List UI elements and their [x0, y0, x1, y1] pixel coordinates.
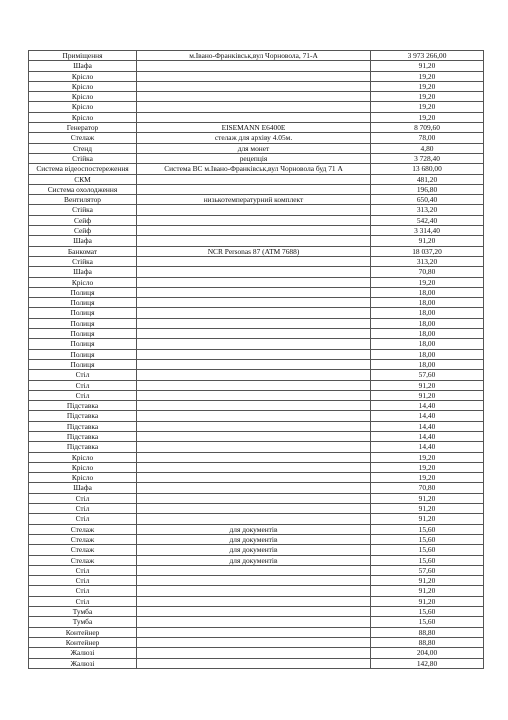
- item-value-cell: 13 680,00: [371, 164, 484, 174]
- item-name-cell: Сейф: [29, 215, 137, 225]
- item-value-cell: 78,00: [371, 133, 484, 143]
- item-value-cell: 19,20: [371, 277, 484, 287]
- item-description-cell: [137, 102, 371, 112]
- item-name-cell: Система охолодження: [29, 184, 137, 194]
- item-name-cell: Тумба: [29, 617, 137, 627]
- item-value-cell: 196,80: [371, 184, 484, 194]
- table-row: [29, 627, 484, 637]
- item-description-cell: [137, 390, 371, 400]
- item-description-cell: [137, 205, 371, 215]
- item-description-cell: [137, 493, 371, 503]
- item-name-cell: Генератор: [29, 123, 137, 133]
- item-value-cell: 91,20: [371, 576, 484, 586]
- item-value-cell: 19,20: [371, 81, 484, 91]
- item-value-cell: 8 709,60: [371, 123, 484, 133]
- item-name-cell: Приміщення: [29, 51, 137, 61]
- item-description-cell: [137, 401, 371, 411]
- item-description-cell: для документів: [137, 545, 371, 555]
- item-value-cell: 18 037,20: [371, 246, 484, 256]
- item-description-cell: [137, 81, 371, 91]
- item-value-cell: 18,00: [371, 359, 484, 369]
- item-value-cell: 15,60: [371, 617, 484, 627]
- item-name-cell: Стіл: [29, 596, 137, 606]
- item-value-cell: 15,60: [371, 524, 484, 534]
- item-value-cell: 313,20: [371, 205, 484, 215]
- item-description-cell: [137, 339, 371, 349]
- item-value-cell: 91,20: [371, 586, 484, 596]
- item-description-cell: [137, 648, 371, 658]
- table-row: [29, 637, 484, 647]
- item-description-cell: для монет: [137, 143, 371, 153]
- item-description-cell: [137, 607, 371, 617]
- item-value-cell: 4,80: [371, 143, 484, 153]
- table-row: [29, 452, 484, 462]
- item-description-cell: рецепція: [137, 153, 371, 163]
- item-value-cell: 204,00: [371, 648, 484, 658]
- item-name-cell: Підставка: [29, 401, 137, 411]
- item-value-cell: 142,80: [371, 658, 484, 668]
- item-name-cell: Крісло: [29, 81, 137, 91]
- item-name-cell: Шафа: [29, 236, 137, 246]
- table-row: [29, 195, 484, 205]
- item-name-cell: Полиця: [29, 298, 137, 308]
- item-description-cell: [137, 308, 371, 318]
- item-value-cell: 19,20: [371, 92, 484, 102]
- table-row: [29, 51, 484, 61]
- item-description-cell: [137, 184, 371, 194]
- item-description-cell: [137, 61, 371, 71]
- item-value-cell: 14,40: [371, 431, 484, 441]
- table-row: [29, 483, 484, 493]
- item-description-cell: [137, 658, 371, 668]
- item-value-cell: 91,20: [371, 236, 484, 246]
- item-description-cell: [137, 215, 371, 225]
- table-row: [29, 205, 484, 215]
- item-name-cell: Стелаж: [29, 133, 137, 143]
- item-value-cell: 481,20: [371, 174, 484, 184]
- table-row: [29, 143, 484, 153]
- table-row: [29, 514, 484, 524]
- item-description-cell: [137, 514, 371, 524]
- item-value-cell: 18,00: [371, 349, 484, 359]
- item-name-cell: Підставка: [29, 431, 137, 441]
- item-value-cell: 3 314,40: [371, 226, 484, 236]
- table-row: [29, 565, 484, 575]
- item-name-cell: Полиця: [29, 349, 137, 359]
- table-row: [29, 545, 484, 555]
- table-row: [29, 277, 484, 287]
- item-description-cell: [137, 329, 371, 339]
- table-row: [29, 493, 484, 503]
- item-value-cell: 313,20: [371, 256, 484, 266]
- item-name-cell: Стіл: [29, 576, 137, 586]
- item-description-cell: [137, 287, 371, 297]
- table-row: [29, 359, 484, 369]
- item-value-cell: 88,80: [371, 627, 484, 637]
- table-row: [29, 390, 484, 400]
- table-row: [29, 215, 484, 225]
- table-row: [29, 504, 484, 514]
- item-value-cell: 19,20: [371, 102, 484, 112]
- item-value-cell: 3 728,40: [371, 153, 484, 163]
- item-description-cell: [137, 576, 371, 586]
- item-description-cell: [137, 483, 371, 493]
- item-value-cell: 91,20: [371, 596, 484, 606]
- item-description-cell: [137, 298, 371, 308]
- item-name-cell: Полиця: [29, 329, 137, 339]
- table-row: [29, 462, 484, 472]
- item-name-cell: Жалюзі: [29, 648, 137, 658]
- item-value-cell: 19,20: [371, 462, 484, 472]
- table-row: [29, 184, 484, 194]
- table-row: [29, 648, 484, 658]
- table-row: [29, 586, 484, 596]
- item-name-cell: Стійка: [29, 256, 137, 266]
- table-row: [29, 267, 484, 277]
- item-value-cell: 542,40: [371, 215, 484, 225]
- item-name-cell: Контейнер: [29, 627, 137, 637]
- item-name-cell: Стелаж: [29, 555, 137, 565]
- item-description-cell: [137, 236, 371, 246]
- item-description-cell: м.Івано-Франківськ,вул Чорновола, 71-А: [137, 51, 371, 61]
- item-name-cell: Підставка: [29, 411, 137, 421]
- table-row: [29, 92, 484, 102]
- item-value-cell: 3 973 266,00: [371, 51, 484, 61]
- item-name-cell: Стійка: [29, 205, 137, 215]
- item-value-cell: 18,00: [371, 298, 484, 308]
- item-name-cell: Підставка: [29, 421, 137, 431]
- item-description-cell: [137, 226, 371, 236]
- item-name-cell: Крісло: [29, 473, 137, 483]
- item-name-cell: Крісло: [29, 92, 137, 102]
- item-value-cell: 18,00: [371, 308, 484, 318]
- item-name-cell: Стелаж: [29, 545, 137, 555]
- item-description-cell: для документів: [137, 524, 371, 534]
- item-value-cell: 18,00: [371, 329, 484, 339]
- table-row: [29, 380, 484, 390]
- item-description-cell: [137, 586, 371, 596]
- item-value-cell: 88,80: [371, 637, 484, 647]
- item-value-cell: 91,20: [371, 61, 484, 71]
- table-row: [29, 174, 484, 184]
- table-row: [29, 318, 484, 328]
- item-name-cell: СКМ: [29, 174, 137, 184]
- item-name-cell: Стіл: [29, 370, 137, 380]
- item-value-cell: 57,60: [371, 370, 484, 380]
- item-value-cell: 14,40: [371, 401, 484, 411]
- item-description-cell: [137, 71, 371, 81]
- table-row: [29, 61, 484, 71]
- item-name-cell: Сейф: [29, 226, 137, 236]
- item-value-cell: 19,20: [371, 452, 484, 462]
- item-value-cell: 19,20: [371, 473, 484, 483]
- item-name-cell: Тумба: [29, 607, 137, 617]
- table-row: [29, 71, 484, 81]
- item-name-cell: Крісло: [29, 277, 137, 287]
- item-description-cell: стелаж для архіву 4.05м.: [137, 133, 371, 143]
- item-value-cell: 14,40: [371, 411, 484, 421]
- table-row: [29, 339, 484, 349]
- table-row: [29, 576, 484, 586]
- item-description-cell: [137, 473, 371, 483]
- item-value-cell: 15,60: [371, 534, 484, 544]
- table-row: [29, 133, 484, 143]
- item-description-cell: [137, 596, 371, 606]
- table-row: [29, 431, 484, 441]
- item-description-cell: [137, 411, 371, 421]
- inventory-table: [28, 50, 484, 669]
- item-value-cell: 18,00: [371, 339, 484, 349]
- item-name-cell: Стіл: [29, 565, 137, 575]
- item-description-cell: для документів: [137, 555, 371, 565]
- item-name-cell: Стіл: [29, 493, 137, 503]
- item-value-cell: 70,80: [371, 483, 484, 493]
- item-name-cell: Банкомат: [29, 246, 137, 256]
- item-value-cell: 91,20: [371, 390, 484, 400]
- item-name-cell: Полиця: [29, 287, 137, 297]
- item-name-cell: Стіл: [29, 504, 137, 514]
- item-value-cell: 18,00: [371, 287, 484, 297]
- item-description-cell: [137, 431, 371, 441]
- item-value-cell: 91,20: [371, 504, 484, 514]
- item-name-cell: Стіл: [29, 586, 137, 596]
- item-description-cell: [137, 421, 371, 431]
- item-description-cell: [137, 442, 371, 452]
- item-name-cell: Контейнер: [29, 637, 137, 647]
- item-name-cell: Крісло: [29, 112, 137, 122]
- table-row: [29, 102, 484, 112]
- item-name-cell: Шафа: [29, 61, 137, 71]
- item-name-cell: Система відеоспостереження: [29, 164, 137, 174]
- item-description-cell: [137, 112, 371, 122]
- item-description-cell: [137, 452, 371, 462]
- item-value-cell: 70,80: [371, 267, 484, 277]
- table-row: [29, 308, 484, 318]
- table-row: [29, 329, 484, 339]
- item-value-cell: 57,60: [371, 565, 484, 575]
- item-value-cell: 91,20: [371, 493, 484, 503]
- table-row: [29, 607, 484, 617]
- item-description-cell: [137, 256, 371, 266]
- item-description-cell: EISEMANN E6400E: [137, 123, 371, 133]
- item-description-cell: [137, 370, 371, 380]
- table-row: [29, 226, 484, 236]
- table-row: [29, 442, 484, 452]
- item-description-cell: [137, 380, 371, 390]
- table-row: [29, 401, 484, 411]
- item-description-cell: низькотемпературний комплект: [137, 195, 371, 205]
- item-value-cell: 91,20: [371, 514, 484, 524]
- item-name-cell: Шафа: [29, 483, 137, 493]
- item-description-cell: [137, 318, 371, 328]
- item-description-cell: для документів: [137, 534, 371, 544]
- item-name-cell: Крісло: [29, 71, 137, 81]
- table-row: [29, 349, 484, 359]
- table-row: [29, 287, 484, 297]
- item-description-cell: [137, 565, 371, 575]
- item-value-cell: 91,20: [371, 380, 484, 390]
- item-description-cell: [137, 267, 371, 277]
- table-row: [29, 658, 484, 668]
- item-description-cell: [137, 277, 371, 287]
- table-row: [29, 112, 484, 122]
- item-description-cell: [137, 627, 371, 637]
- item-name-cell: Стіл: [29, 390, 137, 400]
- table-row: [29, 256, 484, 266]
- item-description-cell: [137, 617, 371, 627]
- table-row: [29, 370, 484, 380]
- table-row: [29, 164, 484, 174]
- item-name-cell: Стелаж: [29, 524, 137, 534]
- table-row: [29, 236, 484, 246]
- item-value-cell: 14,40: [371, 442, 484, 452]
- item-value-cell: 15,60: [371, 545, 484, 555]
- item-name-cell: Стелаж: [29, 534, 137, 544]
- table-row: [29, 421, 484, 431]
- item-name-cell: Стійка: [29, 153, 137, 163]
- item-name-cell: Полиця: [29, 308, 137, 318]
- item-description-cell: [137, 174, 371, 184]
- table-row: [29, 524, 484, 534]
- item-description-cell: [137, 637, 371, 647]
- item-description-cell: [137, 92, 371, 102]
- item-name-cell: Крісло: [29, 462, 137, 472]
- table-row: [29, 617, 484, 627]
- item-name-cell: Крісло: [29, 452, 137, 462]
- item-value-cell: 18,00: [371, 318, 484, 328]
- item-value-cell: 14,40: [371, 421, 484, 431]
- inventory-table-body: [29, 51, 484, 669]
- table-row: [29, 411, 484, 421]
- item-name-cell: Полиця: [29, 339, 137, 349]
- item-name-cell: Полиця: [29, 359, 137, 369]
- item-value-cell: 19,20: [371, 112, 484, 122]
- table-row: [29, 298, 484, 308]
- item-value-cell: 650,40: [371, 195, 484, 205]
- table-row: [29, 555, 484, 565]
- table-row: [29, 534, 484, 544]
- item-description-cell: [137, 349, 371, 359]
- item-value-cell: 19,20: [371, 71, 484, 81]
- item-description-cell: NCR Personas 87 (ATM 7688): [137, 246, 371, 256]
- item-name-cell: Стенд: [29, 143, 137, 153]
- item-name-cell: Вентилятор: [29, 195, 137, 205]
- item-name-cell: Стіл: [29, 380, 137, 390]
- item-name-cell: Жалюзі: [29, 658, 137, 668]
- item-value-cell: 15,60: [371, 607, 484, 617]
- table-row: [29, 596, 484, 606]
- item-description-cell: Система ВС м.Івано-Франківськ,вул Чорновола буд 71 А: [137, 164, 371, 174]
- table-row: [29, 246, 484, 256]
- table-row: [29, 473, 484, 483]
- table-row: [29, 153, 484, 163]
- item-description-cell: [137, 359, 371, 369]
- item-value-cell: 15,60: [371, 555, 484, 565]
- item-name-cell: Шафа: [29, 267, 137, 277]
- item-name-cell: Крісло: [29, 102, 137, 112]
- item-description-cell: [137, 462, 371, 472]
- table-row: [29, 123, 484, 133]
- item-name-cell: Полиця: [29, 318, 137, 328]
- table-row: [29, 81, 484, 91]
- item-name-cell: Стіл: [29, 514, 137, 524]
- item-name-cell: Підставка: [29, 442, 137, 452]
- item-description-cell: [137, 504, 371, 514]
